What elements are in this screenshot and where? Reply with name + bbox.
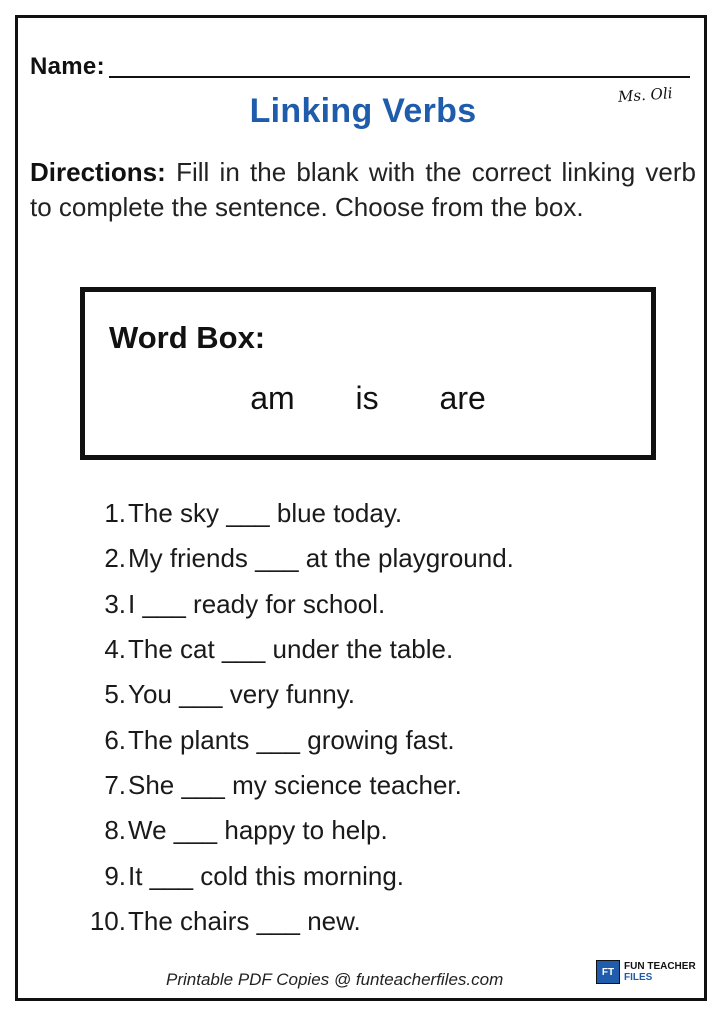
directions-label: Directions:	[30, 157, 166, 187]
question-text: My friends ___ at the playground.	[128, 543, 514, 574]
question-item	[80, 853, 680, 898]
footer-text: Printable PDF Copies @ funteacherfiles.com	[166, 970, 504, 989]
question-number: 10.	[89, 905, 126, 936]
question-list	[80, 491, 680, 944]
question-number: 6.	[104, 724, 126, 755]
name-field-line[interactable]	[109, 75, 690, 78]
question-item	[80, 808, 680, 853]
question-text: The plants ___ growing fast.	[128, 724, 455, 755]
logo-line-2: FILES	[624, 972, 653, 983]
directions-text: Fill in the blank with the correct linking verb to complete the sentence. Choose from the box.	[30, 157, 696, 222]
question-text: She ___ my science teacher.	[128, 769, 462, 800]
question-text: The chairs ___ new.	[128, 905, 361, 936]
word-option: are	[439, 380, 486, 416]
question-item	[80, 763, 680, 808]
word-box	[80, 287, 656, 460]
question-item	[80, 672, 680, 717]
logo-mark: FT	[596, 960, 620, 984]
directions	[30, 155, 696, 225]
word-box-title: Word Box:	[109, 320, 266, 355]
question-item	[80, 899, 680, 944]
question-number: 2.	[104, 543, 126, 574]
question-item	[80, 627, 680, 672]
question-item	[80, 582, 680, 627]
word-option: is	[355, 380, 379, 416]
question-number: 3.	[104, 588, 126, 619]
question-number: 5.	[104, 679, 126, 710]
name-label: Name:	[30, 53, 105, 80]
question-text: I ___ ready for school.	[128, 588, 386, 619]
question-number: 4.	[104, 634, 126, 665]
question-text: It ___ cold this morning.	[128, 860, 405, 891]
word-box-words	[85, 380, 651, 417]
question-text: You ___ very funny.	[128, 679, 355, 710]
question-item	[80, 717, 680, 762]
logo-text	[624, 961, 696, 983]
question-number: 8.	[104, 815, 126, 846]
question-text: We ___ happy to help.	[128, 815, 388, 846]
question-number: 7.	[104, 769, 126, 800]
question-item	[80, 536, 680, 581]
question-item	[80, 491, 680, 536]
worksheet-title: Linking Verbs	[249, 92, 477, 130]
name-row	[30, 48, 690, 82]
word-option: am	[250, 380, 295, 416]
question-number: 9.	[104, 860, 126, 891]
fun-teacher-files-logo	[596, 960, 696, 984]
author-signature: Ms. Oli	[617, 84, 674, 106]
question-text: The cat ___ under the table.	[128, 634, 454, 665]
question-text: The sky ___ blue today.	[128, 498, 403, 529]
logo-line-1: FUN TEACHER	[624, 961, 696, 972]
question-number: 1.	[104, 498, 126, 529]
